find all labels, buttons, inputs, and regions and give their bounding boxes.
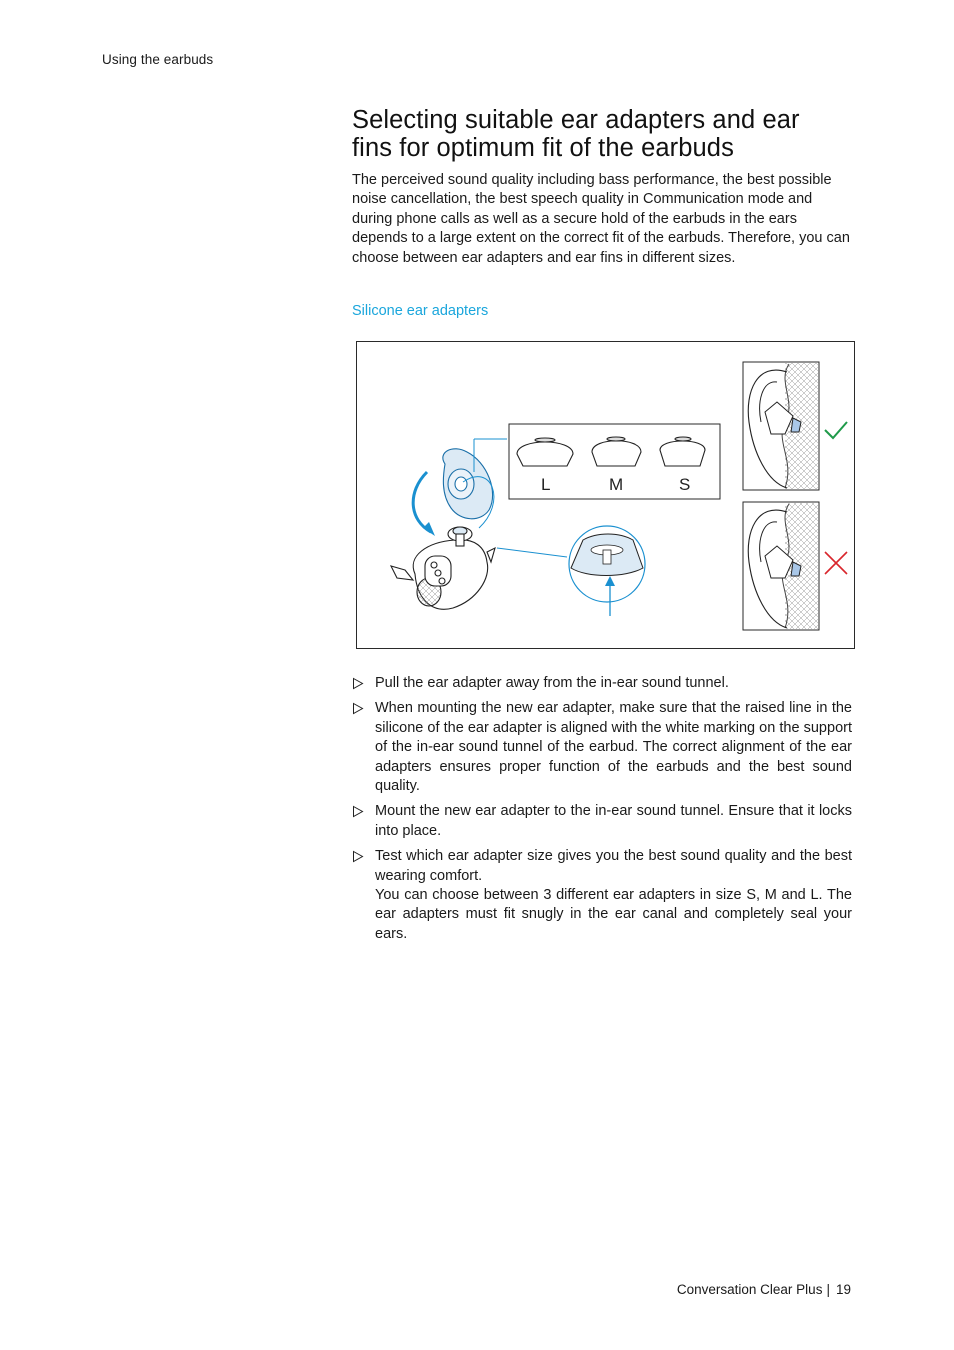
checkmark-icon [825,422,847,438]
intro-block [352,171,852,268]
step-text: Mount the new ear adapter to the in-ear sound tunnel. Ensure that it locks into place. [375,803,852,839]
page-footer [677,1282,851,1297]
step-text-continued: You can choose between 3 different ear adapters in size S, M and L. The ear adapters must fit snugly in the ear canal and completely seal your ears. [375,887,852,942]
step-text: When mounting the new ear adapter, make sure that the raised line in the silicone of the ear adapter is aligned with the white marking on the support of the in-ear sound tunnel of the earbud. The correct alignment of the ear adapters ensures proper function of the earbuds and the best sound quality. [375,700,852,795]
section-title-block [352,106,852,162]
list-item [352,699,852,796]
ear-fit-wrong [743,502,819,630]
adapter-detached [443,449,493,519]
steps-block [352,674,852,950]
list-item [352,847,852,944]
size-label-s: S [679,475,691,494]
subheading-block [352,303,852,319]
title-line-1: Selecting suitable ear adapters and ear [352,106,800,134]
page-number: 19 [835,1282,851,1297]
step-text: Pull the ear adapter away from the in-ear sound tunnel. [375,675,729,691]
triangle-bullet-icon [352,850,364,863]
size-label-m: M [609,475,624,494]
title-line-2: fins for optimum fit of the earbuds [352,134,734,162]
ear-adapter-illustration [357,342,856,650]
footer-separator: | [826,1282,830,1297]
instruction-list [352,674,852,944]
triangle-bullet-icon [352,702,364,715]
triangle-bullet-icon [352,805,364,818]
intro-paragraph: The perceived sound quality including bass performance, the best possible noise cancellation, the best speech quality in Communication mode and during phone calls as well as a secure hold of the earbuds in the ears depends to a large extent on the correct fit of the earbuds. Therefore, you can choose between ear adapters and ear fins in different sizes. [352,172,850,266]
earbud-illustration [391,527,495,609]
list-item [352,802,852,841]
ear-fit-correct [743,362,819,490]
running-header: Using the earbuds [102,52,214,67]
list-item [352,674,852,693]
triangle-bullet-icon [352,677,364,690]
ear-adapter-figure [356,341,855,649]
step-text: Test which ear adapter size gives you the best sound quality and the best wearing comfort. [375,848,852,884]
footer-product: Conversation Clear Plus [676,1282,823,1297]
cross-icon [825,552,847,574]
subheading: Silicone ear adapters [352,303,489,319]
page-title [352,106,852,162]
size-label-l: L [541,475,551,494]
alignment-detail-circle [569,526,645,602]
